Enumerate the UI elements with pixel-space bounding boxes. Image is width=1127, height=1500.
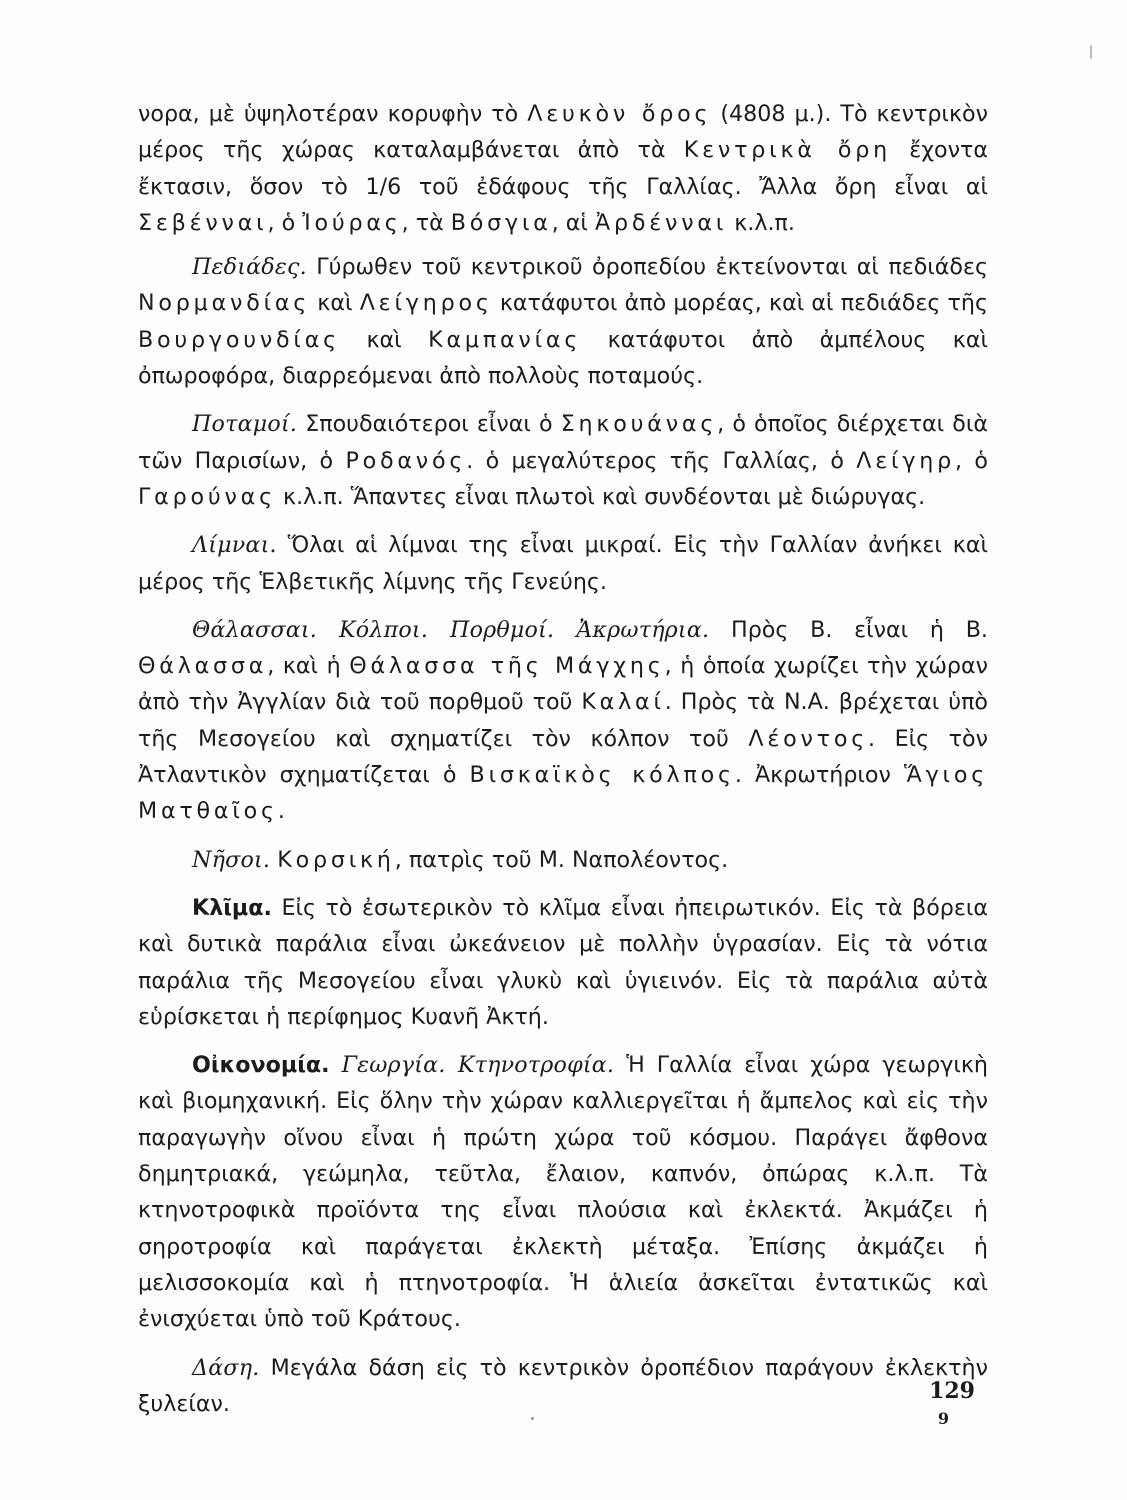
paragraph-klima [138,890,988,1035]
body-text: Μεγάλα δάση εἰς τὸ κεντρικὸν ὀροπέδιον παράγουν ἐκλεκτὴν ξυλείαν. [138,1354,988,1417]
paragraph-limnai [138,527,988,600]
body-text: Ὅλαι αἱ λίμναι της εἶναι μικραί. Εἰς τὴν Γαλλίαν ἀνήκει καὶ μέρος τῆς Ἑλβετικῆς λίμνης τῆς Γενεύης. [138,532,988,595]
section-heading-bold: Οἰκονομία. [192,1052,330,1079]
body-text: κ.λ.π. Ἅπαντες εἶναι πλωτοὶ καὶ συνδέονται μὲ διώρυγας. [275,483,926,510]
body-text: κ.λ.π. [727,209,795,236]
section-heading-italic: Γεωργία. Κτηνοτροφία. [341,1052,615,1079]
book-page [138,96,988,1434]
place-name: Βισκαϊκὸς κόλπος [469,762,735,789]
section-heading-italic: Νῆσοι. [192,846,271,873]
section-heading-italic: Ποταμοί. [192,411,298,438]
paragraph-pediades [138,249,988,394]
place-name: Θάλασσα [138,653,268,680]
place-name: Ροδανός [345,447,467,474]
place-name: Λείγηρ [856,447,956,474]
body-text: , ὁ [267,209,303,236]
place-name: Σηκουάνας [560,411,718,438]
place-name: Κορσική [277,846,395,873]
place-name: Βόσγια [450,209,552,236]
place-name: Ἰούρας [302,209,402,236]
body-text: καὶ [340,326,429,353]
body-text: . Πρὸς τὰ Ν.Α. βρέχεται ὑπὸ τῆς Μεσογείου καὶ σχηματίζει τὸν κόλπον τοῦ [138,689,988,752]
body-text: νορα, μὲ ὑψηλοτέραν κορυφὴν τὸ [138,101,528,127]
place-name: Ἅγιος Ματθαῖος [138,762,989,825]
scan-speck [1090,45,1092,59]
place-name: Γαρούνας [138,483,276,510]
body-text: , ὁ ὁποῖος διέρχεται διὰ τῶν Παρισίων, ὁ [138,411,989,474]
place-name: Νορμανδίας [138,290,311,317]
place-name: Καλαί [581,689,665,716]
body-text: ἔχοντα ἔκτασιν, ὅσον τὸ 1/6 τοῦ ἐδάφους τῆς Γαλλίας. Ἄλλα ὄρη εἶναι αἱ [138,137,988,200]
paragraph-potamoi [138,406,988,515]
paragraph-intro [138,96,988,241]
body-text: , τὰ [401,209,451,236]
body-text: , καὶ ἡ [267,653,350,680]
body-text: Σπουδαιότεροι εἶναι ὁ [297,411,561,438]
section-heading-italic: Θάλασσαι. Κόλποι. Πορθμοί. Ἀκρωτήρια. [192,616,710,643]
body-text: (4808 μ.). Τὸ κεντρικὸν μέρος τῆς χώρας καταλαμβάνεται ἀπὸ τὰ [138,101,988,164]
place-name: Κεντρικὰ ὄρη [683,137,891,164]
page-footer [929,1376,975,1432]
body-text [330,1052,342,1078]
place-name: Λείγηρος [359,290,493,317]
body-text: . [277,798,285,825]
paragraph-nisoi [138,842,988,878]
body-text: Ἡ Γαλλία εἶναι χώρα γεωργικὴ καὶ βιομηχανική. Εἰς ὅλην τὴν χώραν καλλιεργεῖται ἡ ἄμπελος καὶ εἰς τὴν παραγωγὴν οἴνου εἶναι ἡ πρώτη χώρα τοῦ κόσμου. Παράγει ἄφθονα δημητριακά, γεώμηλα, τεῦτλα, ἔλαιον, καπνόν, ὀπώρας κ.λ.π. Τὰ κτηνοτροφικὰ προϊόντα της εἶναι πλούσια καὶ ἐκλεκτά. Ἀκμάζει ἡ σηροτροφία καὶ παράγεται ἐκλεκτὴ μέταξα. Ἐπίσης ἀκμάζει ἡ μελισσοκομία καὶ ἡ πτηνοτροφία. Ἡ ἁλιεία ἀσκεῖται ἐντατικῶς καὶ ἐνισχύεται ὑπὸ τοῦ Κράτους. [138,1052,988,1333]
section-heading-italic: Λίμναι. [192,532,277,559]
place-name: Σεβένναι [138,209,268,236]
scan-speck [531,1417,534,1420]
body-text: . ὁ μεγαλύτερος τῆς Γαλλίας, ὁ [466,447,857,474]
place-name: Καμπανίας [428,326,582,353]
body-text: κατάφυτοι ἀπὸ μορέας, καὶ αἱ πεδιάδες τῆς [492,290,988,317]
place-name: Λευκὸν ὄρος [527,101,712,127]
body-text: , ἡ ὁποία χωρίζει τὴν χώραν ἀπὸ τὴν Ἀγγλίαν διὰ τοῦ πορθμοῦ τοῦ [138,653,989,716]
body-text: , πατρὶς τοῦ Μ. Ναπολέοντος. [394,846,729,873]
body-text: Εἰς τὸ ἐσωτερικὸν τὸ κλῖμα εἶναι ἠπειρωτικόν. Εἰς τὰ βόρεια καὶ δυτικὰ παράλια εἶναι ὠκεάνειον μὲ πολλὴν ὑγρασίαν. Εἰς τὰ νότια παράλια τῆς Μεσογείου εἶναι γλυκὺ καὶ ὑγιεινόν. Εἰς τὰ παράλια αὐτὰ εὑρίσκεται ἡ περίφημος Κυανῆ Ἀκτή. [138,894,988,1030]
place-name: Λέοντος [748,725,869,752]
page-number: 129 [929,1378,975,1404]
body-text: καὶ [310,290,360,317]
body-text: Γύρωθεν τοῦ κεντρικοῦ ὀροπεδίου ἐκτείνονται αἱ πεδιάδες [306,254,988,281]
place-name: Βουργουνδίας [138,326,340,353]
section-heading-italic: Πεδιάδες. [192,254,307,281]
place-name: Θάλασσα τῆς Μάγχης [349,653,665,680]
body-text: Πρὸς Β. εἶναι ἡ Β. [709,616,988,643]
paragraph-oikonomia [138,1047,988,1337]
body-text: . Εἰς τὸν Ἀτλαντικὸν σχηματίζεται ὁ [138,725,988,789]
body-text: . Ἀκρωτήριον [734,762,904,789]
body-text: κατάφυτοι ἀπὸ ἀμπέλους καὶ ὀπωροφόρα, διαρρεόμεναι ἀπὸ πολλοὺς ποταμούς. [138,326,988,390]
body-text: , αἱ [551,209,595,236]
paragraph-dasi [138,1350,988,1423]
section-heading-bold: Κλῖμα. [192,894,272,921]
body-text: , ὁ [955,447,988,474]
signature-mark: 9 [937,1409,949,1428]
place-name: Ἀρδένναι [595,209,728,236]
section-heading-italic: Δάση. [192,1354,260,1381]
paragraph-thalassai [138,612,988,830]
